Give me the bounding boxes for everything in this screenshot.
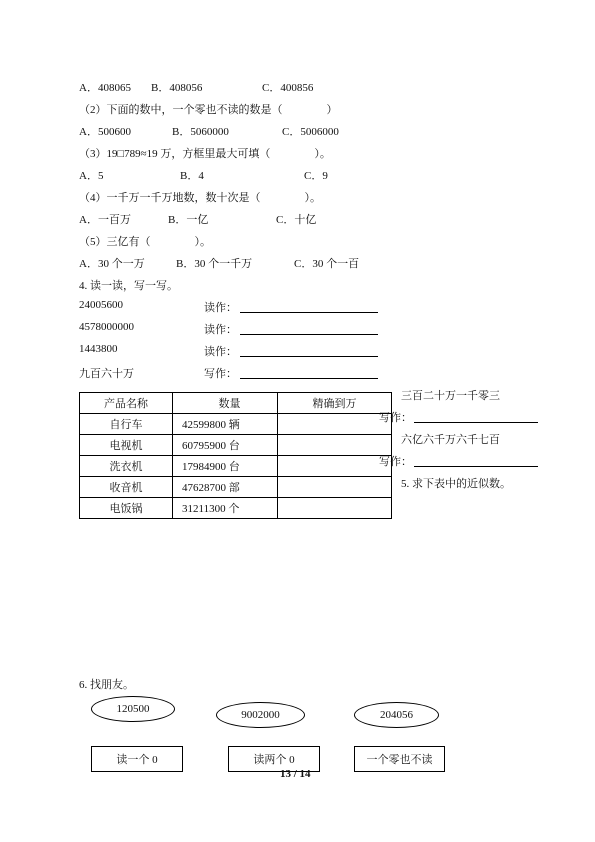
quantity-cell: 47628700 部 [173,477,278,498]
approximation-table [79,392,392,519]
table-row [80,456,392,477]
header-quantity: 数量 [173,393,278,414]
q-prev-option-a: A．408065 [79,82,131,94]
q4-option-a: A．一百万 [79,214,131,226]
read-value-1: 24005600 [79,299,123,311]
table-row [80,498,392,519]
product-cell: 洗衣机 [80,456,173,477]
quantity-cell: 60795900 台 [173,435,278,456]
q3-option-b: B．4 [180,170,204,182]
answer-line-3[interactable] [240,356,378,357]
approx-answer-cell[interactable] [278,414,392,435]
category-box-1[interactable] [91,746,183,772]
q-prev-option-b: B．408056 [151,82,203,94]
q-prev-option-c: C．400856 [262,82,314,94]
answer-line-5[interactable] [414,422,538,423]
number-oval-label: 120500 [116,703,150,715]
product-cell: 电饭锅 [80,498,173,519]
read-label-3: 读作： [204,346,237,358]
category-box-3[interactable] [354,746,445,772]
q4-option-c: C．十亿 [276,214,317,226]
read-label-1: 读作： [204,302,237,314]
answer-line-6[interactable] [414,466,538,467]
product-cell: 自行车 [80,414,173,435]
page-number: 13 / 14 [280,768,311,780]
write-text-6: 六亿六千万六千七百 [401,434,500,446]
q3-option-a: A．5 [79,170,104,182]
section4-title: 4. 读一读，写一写。 [79,280,178,292]
read-value-3: 1443800 [79,343,118,355]
q2-stem: （2）下面的数中，一个零也不读的数是（ ） [79,104,338,116]
category-box-label: 读一个 0 [116,754,158,766]
header-product: 产品名称 [80,393,173,414]
q5-option-b: B．30 个一千万 [176,258,253,270]
write-label-5: 写作： [379,412,412,424]
number-oval-2[interactable] [216,702,305,728]
write-text-5: 三百二十万一千零三 [401,390,500,402]
table-row [80,414,392,435]
q2-option-b: B．5060000 [172,126,229,138]
q5-stem: （5）三亿有（ ）。 [79,236,211,248]
q3-stem: （3）19□789≈19 万，方框里最大可填（ ）。 [79,148,331,160]
write-value-4: 九百六十万 [79,368,134,380]
q3-option-c: C．9 [304,170,328,182]
answer-line-4[interactable] [240,378,378,379]
approx-answer-cell[interactable] [278,456,392,477]
header-approx: 精确到万 [278,393,392,414]
answer-line-2[interactable] [240,334,378,335]
table-header-row [80,393,392,414]
write-label-6: 写作： [379,456,412,468]
number-oval-3[interactable] [354,702,439,728]
approx-answer-cell[interactable] [278,498,392,519]
product-cell: 电视机 [80,435,173,456]
category-box-label: 一个零也不读 [366,754,433,766]
q5-option-c: C．30 个一百 [294,258,360,270]
q4-stem: （4）一千万一千万地数，数十次是（ ）。 [79,192,321,204]
q2-option-a: A．500600 [79,126,131,138]
quantity-cell: 31211300 个 [173,498,278,519]
number-oval-1[interactable] [91,696,175,722]
approx-answer-cell[interactable] [278,477,392,498]
quantity-cell: 17984900 台 [173,456,278,477]
read-label-2: 读作： [204,324,237,336]
approx-answer-cell[interactable] [278,435,392,456]
table-row [80,477,392,498]
number-oval-label: 9002000 [241,709,280,721]
product-cell: 收音机 [80,477,173,498]
q2-option-c: C．5006000 [282,126,339,138]
answer-line-1[interactable] [240,312,378,313]
q4-option-b: B．一亿 [168,214,209,226]
write-label-4: 写作： [204,368,237,380]
category-box-label: 读两个 0 [253,754,295,766]
q5-option-a: A．30 个一万 [79,258,145,270]
quantity-cell: 42599800 辆 [173,414,278,435]
section6-title: 6. 找朋友。 [79,679,134,691]
number-oval-label: 204056 [380,709,413,721]
table-row [80,435,392,456]
read-value-2: 4578000000 [79,321,134,333]
section5-title: 5. 求下表中的近似数。 [401,478,511,490]
